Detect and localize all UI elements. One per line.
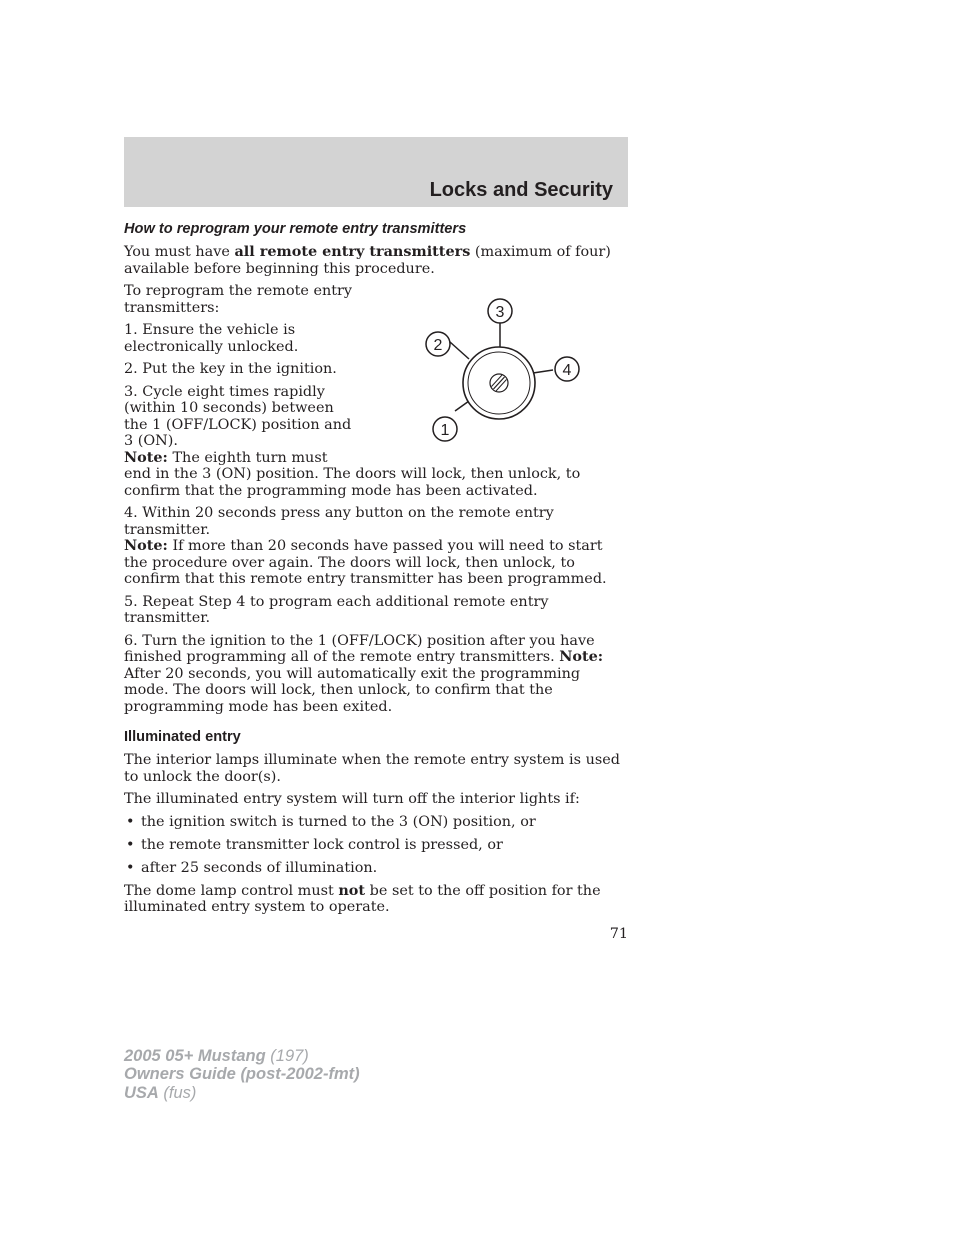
step-2: 2. Put the key in the ignition. (124, 361, 337, 377)
illuminated-entry-heading: Illuminated entry (124, 729, 241, 745)
note-label: Note: (559, 648, 604, 665)
page-content (124, 220, 624, 922)
position-marker-4 (555, 357, 579, 381)
intro-emphasis: all remote entry transmitters (234, 243, 471, 260)
pointer-line-2 (450, 342, 469, 359)
dome-lamp-paragraph: The dome lamp control must not be set to the off position for the illuminated entry system to operate. (124, 881, 601, 915)
intro-paragraph: You must have all remote entry transmitters (maximum of four) available before beginning this procedure. (124, 243, 611, 277)
list-item: • after 25 seconds of illumination. (126, 859, 378, 876)
footer-line-3: USA (fus) (124, 1083, 197, 1102)
pointer-line-4 (533, 370, 553, 373)
bullet-icon: • (126, 859, 135, 876)
page-number: 71 (609, 926, 628, 942)
turn-off-conditions-list (124, 814, 624, 877)
reprogram-heading: How to reprogram your remote entry transmitters (124, 221, 467, 237)
illuminated-entry-p2: The illuminated entry system will turn off the interior lights if: (124, 791, 580, 807)
step-3: 3. Cycle eight times rapidly (within 10 seconds) between the 1 (OFF/LOCK) position and 3 (ON). Note: The eighth turn must end in the 3 (ON) position. The doors will lock, then unlock, to confirm that the programming mode has been activated. (124, 383, 581, 499)
bullet-icon: • (126, 836, 135, 853)
footer-line-1: 2005 05+ Mustang (197) (124, 1047, 309, 1065)
ignition-positions-illustration (362, 283, 612, 465)
bullet-icon: • (126, 813, 135, 830)
position-label-2: 2 (433, 337, 443, 354)
note-label: Note: (124, 448, 168, 466)
footer-line-2: Owners Guide (post-2002-fmt) (124, 1065, 360, 1084)
list-item: • the ignition switch is turned to the 3 (ON) position, or (126, 813, 536, 830)
step-4: 4. Within 20 seconds press any button on the remote entry transmitter. Note: If more than 20 seconds have passed you will need to start the procedure over again. The doors will lock, then unlock, to confirm that this remote entry transmitter has been programmed. (124, 505, 607, 587)
section-title: Locks and Security (429, 179, 613, 201)
list-item: • the remote transmitter lock control is pressed, or (126, 836, 503, 853)
dome-lamp-emphasis: not (338, 881, 366, 899)
step-1: 1. Ensure the vehicle is electronically unlocked. (124, 322, 299, 355)
position-label-3: 3 (495, 304, 505, 321)
position-marker-3 (488, 299, 512, 323)
position-label-4: 4 (562, 362, 572, 379)
section-header-band (124, 137, 628, 207)
step-5: 5. Repeat Step 4 to program each additional remote entry transmitter. (124, 593, 549, 626)
position-marker-1 (433, 417, 457, 441)
document-footer (124, 1047, 360, 1102)
reprogram-lead: To reprogram the remote entry transmitters: (124, 283, 353, 316)
position-marker-2 (426, 332, 450, 356)
step-6: 6. Turn the ignition to the 1 (OFF/LOCK) position after you have finished programming all of the remote entry transmitters. Note: After 20 seconds, you will automatically exit the programming mode. The doors will lock, then unlock, to confirm that the programming mode has been exited. (124, 632, 604, 715)
pointer-line-1 (455, 401, 469, 411)
illuminated-entry-p1: The interior lamps illuminate when the remote entry system is used to unlock the door(s). (124, 752, 620, 785)
position-label-1: 1 (440, 422, 450, 439)
note-label: Note: (124, 537, 168, 554)
